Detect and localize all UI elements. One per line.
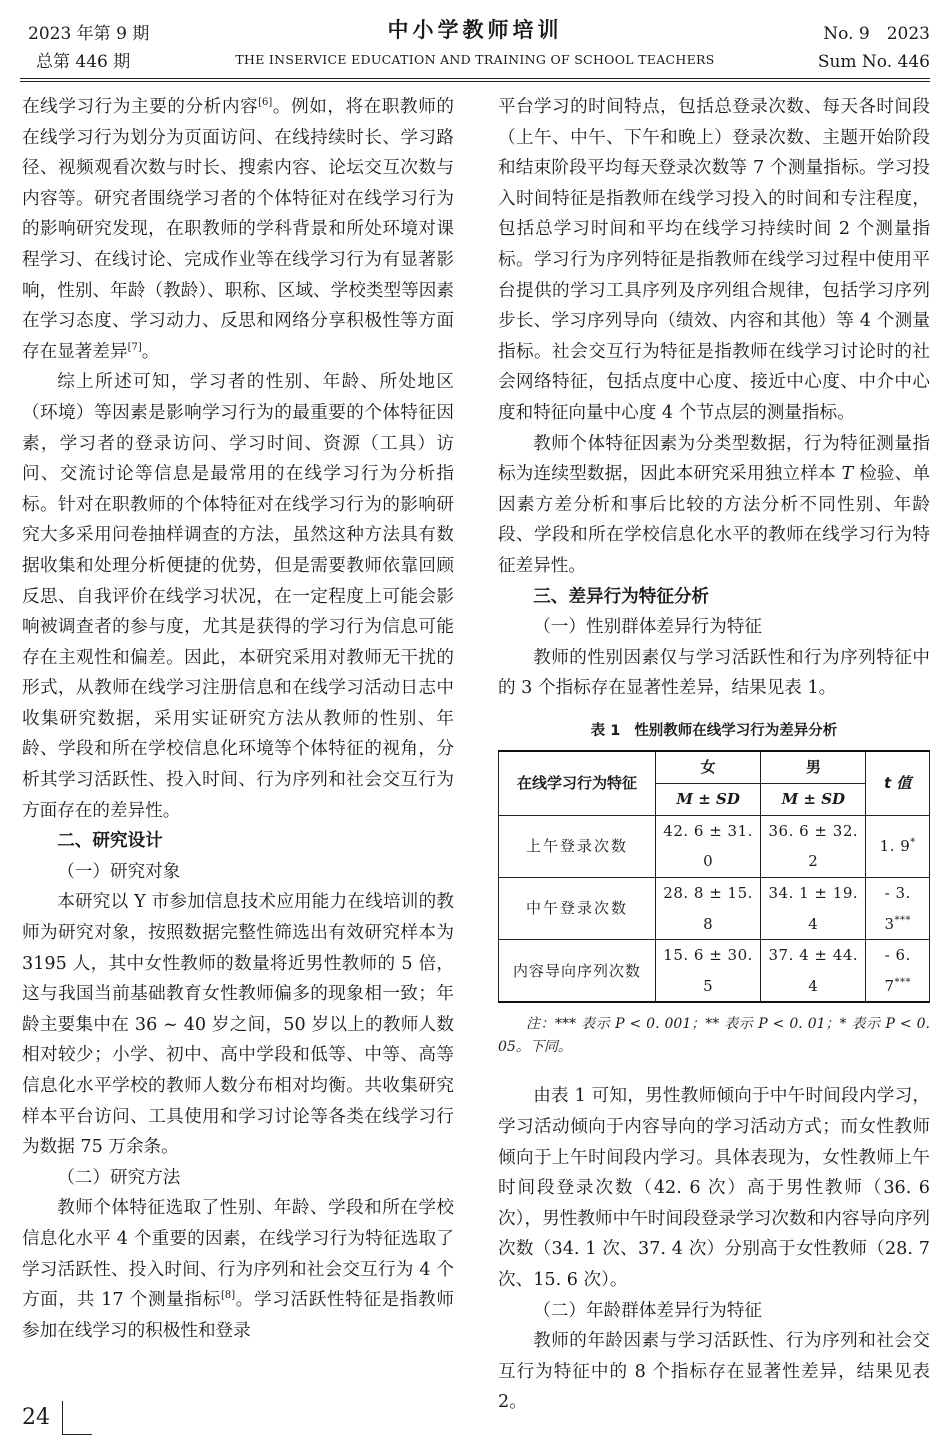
subsection-heading: （一）研究对象 xyxy=(57,861,181,882)
header-feature: 在线学习行为特征 xyxy=(499,751,656,816)
significance-mark: *** xyxy=(894,976,911,988)
paragraph-intro-continued: 在线学习行为主要的分析内容[6]。例如，将在职教师的在线学习行为划分为页面访问、在线持续时长、学习路径、视频观看次数与时长、搜索内容、论坛交互次数与内容等。研究者围绕学习者的个体特征对在线学习行为的影响研究发现，在职教师的学科背景和所处环境对课程学习、在线讨论、完成作业等在线学习行为有显著影响，性别、年龄（教龄）、职称、区域、学校类型等因素在学习态度、学习动力、反思和网络分享积极性等方面存在显著差异[7]。 xyxy=(22,97,454,362)
subsection-heading: （一）性别群体差异行为特征 xyxy=(533,617,762,638)
paragraph-subjects: 本研究以 Y 市参加信息技术应用能力在线培训的教师为研究对象，按照数据完整性筛选出有效研究样本为3195 人，其中女性教师的数量将近男性教师的 5 倍，这与我国当前基础教育女性教师偏多的现象相一致；年龄主要集中在 36 ~ 40 岁之间，50 岁以上的教师人数相对较少；小学、初中、高中学段和低等、中等、高等信息化水平学校的教师人数分布相对均衡。共收集研究样本平台访问、工具使用和学习讨论等各类在线学习行为数据 75 万余条。 xyxy=(22,892,454,1158)
paragraph-methods: 教师个体特征选取了性别、年龄、学段和所在学校信息化水平 4 个重要的因素，在线学习行为特征选取了学习活跃性、投入时间、行为序列和社会交互行为 4 个方面，共 17 个测量指标[8]。学习活跃性特征是指教师参加在线学习的积极性和登录 xyxy=(22,1198,454,1341)
citation: [6] xyxy=(258,97,273,109)
issue-number: No. 9 2023 xyxy=(823,24,930,44)
section-heading: 二、研究设计 xyxy=(57,831,163,852)
header-msd: M ± SD xyxy=(656,783,761,815)
header-rule xyxy=(20,78,930,79)
paragraph-analysis-method: 教师个体特征因素为分类型数据，行为特征测量指标为连续型数据，因此本研究采用独立样本 T 检验、单因素方差分析和事后比较的方法分析不同性别、年龄段、学段和所在学校信息化水平的教师在线学习行为特征差异性。 xyxy=(498,433,930,576)
citation: [8] xyxy=(220,1290,236,1302)
paragraph-gender: 教师的性别因素仅与学习活跃性和行为序列特征中的 3 个指标存在显著性差异，结果见表 1。 xyxy=(498,647,930,699)
journal-subtitle: THE INSERVICE EDUCATION AND TRAINING OF SCHOOL TEACHERS xyxy=(235,52,715,67)
table-note: 注：*** 表示 P < 0. 001；** 表示 P < 0. 01；* 表示 P < 0. 05。下同。 xyxy=(498,1016,930,1056)
significance-mark: *** xyxy=(894,914,911,926)
header-msd: M ± SD xyxy=(761,783,866,815)
section-heading: 三、差异行为特征分析 xyxy=(533,586,710,607)
left-column xyxy=(22,92,454,1346)
table-row: 中午登录次数 28. 8 ± 15. 8 34. 1 ± 19. 4 - 3. 3*** xyxy=(499,878,930,940)
issue-year: 2023 年第 9 期 xyxy=(28,24,150,44)
paragraph-age: 教师的年龄因素与学习活跃性、行为序列和社会交互行为特征中的 8 个指标存在显著性差异，结果见表 2。 xyxy=(498,1331,930,1413)
table-caption: 表 1 性别教师在线学习行为差异分析 xyxy=(590,722,838,739)
header-rule-second xyxy=(20,81,930,82)
header-female: 女 xyxy=(656,751,761,784)
table-row: 内容导向序列次数 15. 6 ± 30. 5 37. 4 ± 44. 4 - 6. 7*** xyxy=(499,940,930,1003)
paragraph-summary: 综上所述可知，学习者的性别、年龄、所处地区（环境）等因素是影响学习行为的最重要的个体特征因素，学习者的登录访问、学习时间、资源（工具）访问、交流讨论等信息是最常用的在线学习行为分析指标。针对在职教师的个体特征对在线学习行为的影响研究大多采用问卷抽样调查的方法，虽然这种方法具有数据收集和处理分析便捷的优势，但是需要教师依靠回顾反思、自我评价在线学习状况，在一定程度上可能会影响被调查者的参与度，尤其是获得的学习行为信息可能存在主观性和偏差。因此，本研究采用对教师无干扰的形式，从教师在线学习注册信息和在线学习活动日志中收集研究数据，采用实证研究方法从教师的性别、年龄、学段和所在学校信息化环境等个体特征的视角，分析其学习活跃性、投入时间、行为序列和社会交互行为方面存在的差异性。 xyxy=(22,372,454,821)
running-header xyxy=(0,0,950,80)
paragraph-gender-results: 由表 1 可知，男性教师倾向于中午时间段内学习，学习活动倾向于内容导向的学习活动方式；而女性教师倾向于上午时间段内学习。具体表现为，女性教师上午时间段登录次数（42. 6 次）高于男性教师（36. 6 次），男性教师中午时间段登录学习次数和内容导向序列次数（34. 1 次、37. 4 次）分别高于女性教师（28. 7 次、15. 6 次）。 xyxy=(498,1086,930,1290)
header-male: 男 xyxy=(761,751,866,784)
journal-title: 中小学教师培训 xyxy=(387,18,563,42)
table-gender-differences xyxy=(498,750,930,1004)
issue-sum: Sum No. 446 xyxy=(817,52,930,72)
citation: [7] xyxy=(127,341,142,353)
subsection-heading: （二）年龄群体差异行为特征 xyxy=(533,1300,762,1321)
issue-total: 总第 446 期 xyxy=(36,52,131,72)
folio-underline xyxy=(62,1434,92,1435)
header-t: t 值 xyxy=(866,751,930,816)
significance-mark: * xyxy=(910,837,916,849)
paragraph-methods-continued: 平台学习的时间特点，包括总登录次数、每天各时间段（上午、中午、下午和晚上）登录次数、主题开始阶段和结束阶段平均每天登录次数等 7 个测量指标。学习投入时间特征是指教师在线学习投入的时间和专注程度，包括总学习时间和平均在线学习持续时间 2 个测量指标。学习行为序列特征是指教师在线学习过程中使用平台提供的学习工具序列及序列组合规律，包括学习序列步长、学习序列导向（绩效、内容和其他）等 4 个测量指标。社会交互行为特征是指教师在线学习讨论时的社会网络特征，包括点度中心度、接近中心度、中介中心度和特征向量中心度 4 个节点层的测量指标。 xyxy=(498,97,930,423)
page-number: 24 xyxy=(22,1405,50,1430)
table-row: 上午登录次数 42. 6 ± 31. 0 36. 6 ± 32. 2 1. 9* xyxy=(499,815,930,877)
right-column xyxy=(498,92,930,1418)
folio-divider xyxy=(62,1401,63,1435)
subsection-heading: （二）研究方法 xyxy=(57,1167,181,1188)
